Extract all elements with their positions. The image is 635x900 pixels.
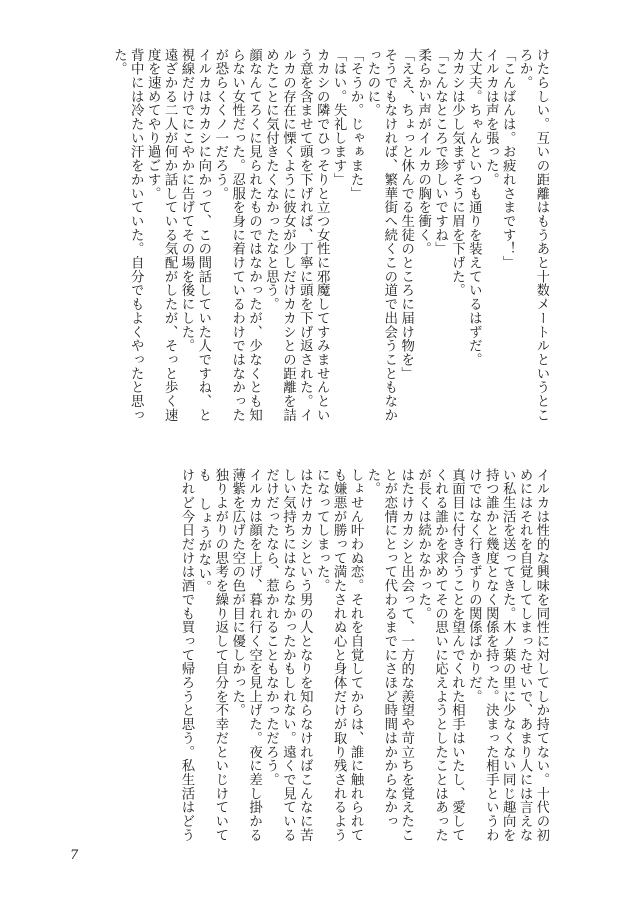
lower-paragraph: 真面目に付き合うことを望んでくれた相手はいたし、愛してくれる誰かを求めてその思いに応えようとしたことはあったが長くは続かなかった。 bbox=[415, 468, 465, 842]
lower-paragraph: 独りよがりの思考を繰り返して自分を不幸だといじけていても しょうがない。 bbox=[195, 468, 228, 842]
lower-paragraph: しょせん叶わぬ恋。それを自覚してからは、誰に触れられても嫌悪が勝って満たされぬ心と身体だけが取り残されるようになってしまった。 bbox=[314, 468, 364, 842]
lower-paragraph: けれど今日だけは酒でも買って帰ろうと思う。私生活はどう bbox=[178, 468, 194, 842]
upper-text-block bbox=[67, 48, 549, 424]
page-number: 7 bbox=[70, 848, 79, 863]
lower-paragraph: イルカは性的な興味を同性に対してしか持てない。十代の初めにはそれを自覚してしまったせいで、あまり人には言えない私生活を送ってきた。木ノ葉の里に少なくない同じ趣向を持つ誰かと幾度となく関係を持った。決まった相手というわけではなく行きずりの関係ばかりだ。 bbox=[466, 468, 549, 842]
upper-paragraph: 遠ざかる二人が何か話している気配がしたが、そっと歩く速度を速めてやり過ごす。 bbox=[145, 48, 178, 422]
lower-text-block bbox=[67, 468, 549, 844]
upper-paragraph: 大丈夫。ちゃんといつも通りを装えているはずだ。 bbox=[466, 48, 482, 367]
upper-paragraph: 「そうか。じゃぁまた」 bbox=[348, 48, 364, 201]
upper-paragraph: 「こんなところで珍しいですね」 bbox=[432, 48, 448, 256]
upper-paragraph: カカシは少し気まずそうに眉を下げた。 bbox=[449, 48, 465, 298]
upper-paragraph: そうでもなければ、繁華街へ続くこの道で出会うこともなかったのに。 bbox=[364, 48, 397, 422]
upper-paragraph: イルカはカカシに向かって、この間話していた人ですね、と視線だけでにこやかに告げてその場を後にした。 bbox=[178, 48, 211, 422]
upper-paragraph: 柔らかい声がイルカの胸を衝く。 bbox=[415, 48, 431, 256]
lower-paragraph: イルカは顔を上げ、暮れ行く空を見上げた。夜に差し掛かる薄紫を広げた空の色が目に優しかった。 bbox=[229, 468, 262, 842]
upper-paragraph: 背中には冷たい汗をかいていた。自分でもよくやったと思った。 bbox=[111, 48, 144, 422]
upper-paragraph: 顔なんてろくに見られたものではなかったが、少なくとも知らない女性だった。忍服を身に着けているわけではなかったが恐らくくノ一だろう。 bbox=[212, 48, 262, 422]
upper-paragraph: カカシの隣でひっそりと立つ女性に邪魔してすみませんという意を含ませて頭を下げれば、丁寧に頭を下げ返された。イルカの存在に慄くように彼女が少しだけカカシとの距離を詰めたことに気付きたくなかったなと思う。 bbox=[263, 48, 330, 422]
upper-paragraph: 「ええ、ちょっと休んでる生徒のところに届け物を」 bbox=[398, 48, 414, 381]
upper-paragraph: 「こんばんは。お疲れさまです！」 bbox=[500, 48, 516, 270]
lower-paragraph: はたけカカシと出会って、一方的な羨望や苛立ちを覚えたことが恋情にとって代わるまでにさほど時間はかからなかった。 bbox=[364, 468, 414, 842]
lower-paragraph: はたけカカシという男の人となりを知らなければこんなに苦しい気持ちにはならなかったかもしれない。遠くで見ているだけだったなら、惹かれることもなかっただろう。 bbox=[263, 468, 313, 842]
upper-paragraph: イルカは声を張った。 bbox=[483, 48, 499, 187]
upper-paragraph: けたらしい。互いの距離はもうあと十数メートルというところか。 bbox=[517, 48, 549, 422]
upper-paragraph: 「はい。失礼します」 bbox=[331, 48, 347, 187]
